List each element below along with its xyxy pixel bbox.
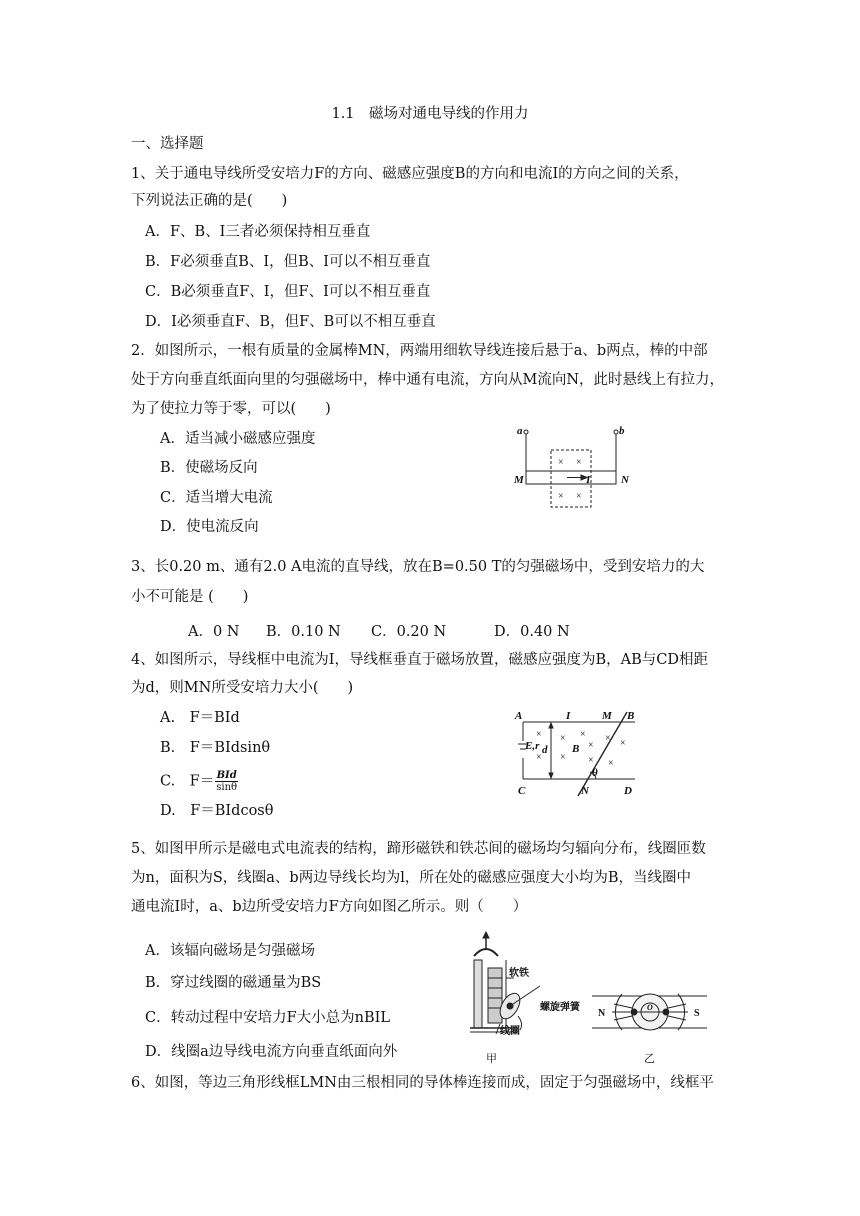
option-c: C．0.20 N: [371, 624, 447, 640]
field-mark: ×: [558, 491, 564, 502]
option-b: B. F＝BIdsinθ: [160, 740, 271, 756]
field-mark: ×: [608, 758, 614, 769]
option-a: A．该辐向磁场是匀强磁场: [145, 943, 315, 959]
label-n: N: [581, 785, 589, 797]
label-spring: 螺旋弹簧: [540, 1002, 580, 1013]
option-d: D．线圈a边导线电流方向垂直纸面向外: [145, 1044, 398, 1060]
q2-figure: [510, 420, 640, 512]
option-c-prefix: C. F＝: [160, 773, 215, 790]
option-c: C．适当增大电流: [160, 490, 273, 506]
figure-yi: [592, 994, 707, 1030]
label-d: D: [624, 785, 632, 797]
field-mark: ×: [588, 755, 594, 766]
question-stem: 6、如图，等边三角形线框LMN由三根相同的导体棒连接而成，固定于匀强磁场中，线框平: [131, 1075, 714, 1091]
q5-figure: [462, 928, 712, 1068]
question-stem: 5、如图甲所示是磁电式电流表的结构，蹄形磁铁和铁芯间的磁场均匀辐向分布，线圈匝数: [131, 841, 706, 857]
question-stem: 小不可能是 ( ): [131, 589, 249, 605]
label-c: C: [518, 785, 526, 797]
label-i: I: [586, 474, 591, 486]
label-jia: 甲: [486, 1053, 497, 1065]
question-stem: 3、长0.20 m、通有2.0 A电流的直导线，放在B=0.50 T的匀强磁场中，受到安培力的大: [131, 559, 705, 575]
option-b: B．穿过线圈的磁通量为BS: [145, 975, 322, 991]
option-d: D．使电流反向: [160, 519, 259, 535]
label-m: M: [514, 474, 524, 486]
option-a: A．适当减小磁感应强度: [160, 431, 316, 447]
question-stem: 2．如图所示，一根有质量的金属棒MN，两端用细软导线连接后悬于a、b两点，棒的中部: [131, 343, 708, 359]
field-mark: ×: [605, 733, 611, 744]
field-mark: ×: [536, 729, 542, 740]
option-a: A．0 N: [188, 624, 240, 640]
option-d: D．0.40 N: [494, 624, 570, 640]
option-b: B．0.10 N: [266, 624, 341, 640]
option-c: [160, 770, 238, 793]
field-mark: ×: [558, 457, 564, 468]
label-s-pole: S: [694, 1008, 700, 1019]
question-stem: 处于方向垂直纸面向里的匀强磁场中，棒中通有电流，方向从M流向N，此时悬线上有拉力，: [131, 372, 725, 388]
q4-figure: [510, 706, 650, 798]
question-stem: 为n，面积为S，线圈a、b两边导线长均为l，所在处的磁感应强度大小均为B，当线圈中: [131, 870, 691, 886]
label-b: b: [619, 425, 625, 437]
option-c: C．转动过程中安培力F大小总为nBIL: [145, 1010, 391, 1026]
page-title: 1.1 磁场对通电导线的作用力: [331, 106, 529, 122]
field-mark: ×: [560, 733, 566, 744]
label-n: N: [621, 474, 629, 486]
label-n-pole: N: [598, 1008, 606, 1019]
option-a: A. F＝BId: [160, 710, 240, 726]
label-b: B: [627, 710, 635, 722]
field-mark: ×: [536, 752, 542, 763]
option-c: C．B必须垂直F、I，但F、I可以不相互垂直: [145, 284, 431, 300]
field-mark: ×: [588, 740, 594, 751]
fraction: [215, 770, 238, 793]
label-center-o: O: [647, 1003, 653, 1012]
label-d-distance: d: [542, 744, 548, 756]
label-ruantie: 软铁: [509, 968, 529, 979]
question-stem: 4、如图所示，导线框中电流为I，导线框垂直于磁场放置，磁感应强度为B，AB与CD相距: [131, 652, 708, 668]
option-a: A．F、B、I三者必须保持相互垂直: [145, 224, 371, 240]
option-b: B．F必须垂直B、I，但B、I可以不相互垂直: [145, 254, 431, 270]
question-stem: 通电流I时，a、b边所受安培力F方向如图乙所示。则（ ）: [131, 899, 528, 915]
fraction-numerator: BId: [216, 770, 237, 781]
question-stem: 下列说法正确的是( ): [131, 193, 288, 209]
label-field-b: B: [572, 743, 580, 755]
field-mark: ×: [580, 729, 586, 740]
field-mark: ×: [560, 752, 566, 763]
question-stem: 为了使拉力等于零，可以( ): [131, 401, 331, 417]
field-mark: ×: [576, 491, 582, 502]
label-yi: 乙: [644, 1053, 655, 1065]
figure-jia: [470, 932, 540, 1034]
label-theta: θ: [592, 767, 598, 779]
label-coil: 线圈: [500, 1026, 520, 1037]
field-mark: ×: [620, 738, 626, 749]
label-m: M: [602, 710, 612, 722]
option-d: D．I必须垂直F、B，但F、B可以不相互垂直: [145, 314, 436, 330]
fraction-denominator: sinθ: [216, 782, 238, 793]
label-i: I: [566, 710, 571, 722]
option-d: D. F＝BIdcosθ: [160, 803, 274, 819]
question-stem: 为d，则MN所受安培力大小( ): [131, 680, 354, 696]
section-heading: 一、选择题: [131, 136, 204, 152]
label-a: a: [517, 425, 523, 437]
field-mark: ×: [576, 457, 582, 468]
option-b: B．使磁场反向: [160, 460, 258, 476]
question-stem: 1、关于通电导线所受安培力F的方向、磁感应强度B的方向和电流I的方向之间的关系，: [131, 166, 689, 182]
label-emf: E,r: [525, 740, 540, 752]
label-a: A: [515, 710, 523, 722]
